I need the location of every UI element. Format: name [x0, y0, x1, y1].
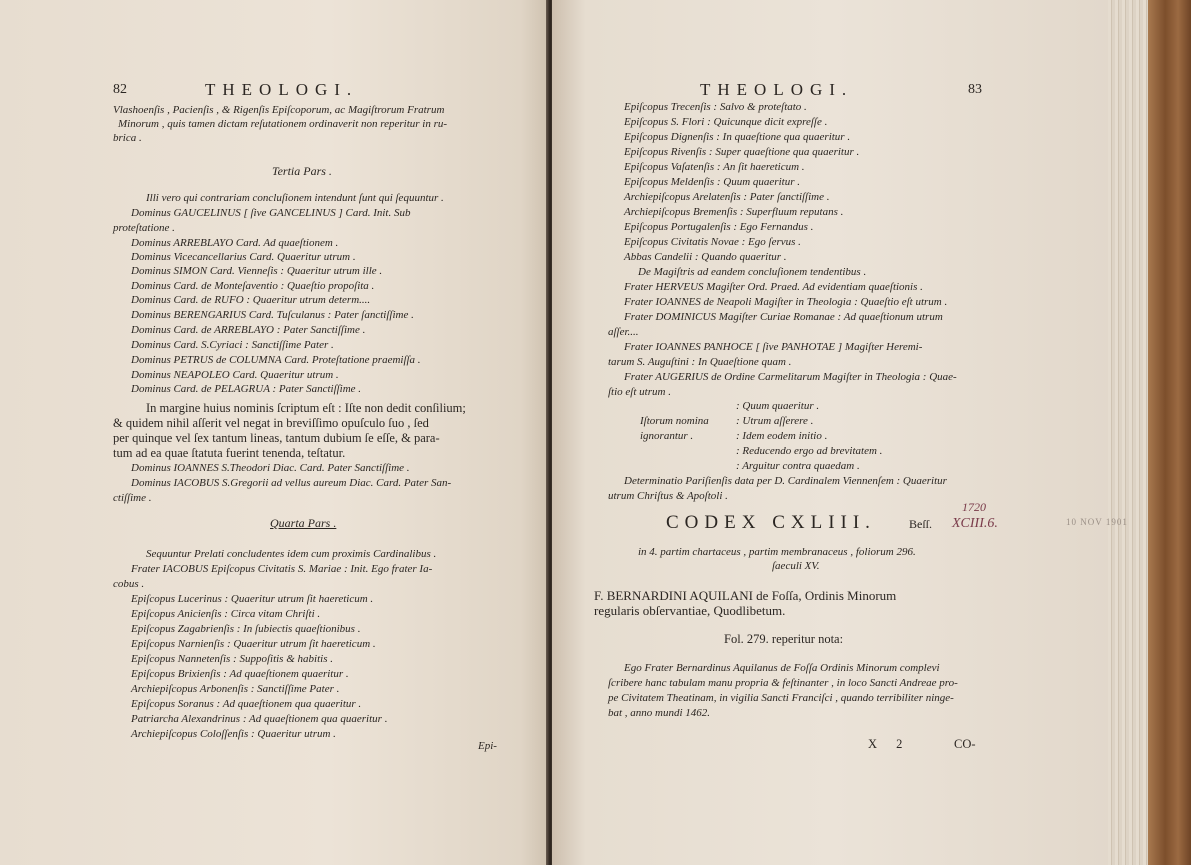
text-line: cobus . [113, 578, 145, 590]
text-line: utrum Chriſtus & Apoſtoli . [608, 490, 728, 502]
text-line: Dominus IOANNES S.Theodori Diac. Card. Pater Sanctiſſime . [131, 462, 410, 474]
text-line: Dominus IACOBUS S.Gregorii ad vellus aureum Diac. Card. Pater San- [131, 477, 452, 489]
text-line: ſcribere hanc tabulam manu propria & feſtinanter , in loco Sancti Andreae pro- [608, 677, 958, 689]
text-line: : Idem eodem initio . [736, 430, 828, 442]
text-line: Illi vero qui contrariam concluſionem intendunt ſunt qui ſequuntur . [146, 192, 444, 204]
text-line: Dominus NEAPOLEO Card. Quaeritur utrum . [131, 369, 339, 381]
codex-title: CODEX CXLIII. [666, 512, 876, 533]
handwritten-year: 1720 [962, 500, 986, 514]
text-line: tum ad ea quae ſtatuta fuerint tenenda, teſtatur. [113, 446, 346, 460]
text-line: Ego Frater Bernardinus Aquilanus de Foſſa Ordinis Minorum complevi [624, 662, 940, 674]
text-line: Dominus PETRUS de COLUMNA Card. Proteſtatione praemiſſa . [131, 354, 421, 366]
text-line: Epiſcopus Anicienſis : Circa vitam Chriſti . [131, 608, 321, 620]
text-line: Epiſcopus Brixienſis : Ad quaeſtionem quaeritur . [131, 668, 349, 680]
text-line: Minorum , quis tamen dictam reſutationem ordinaverit non reperitur in ru- [118, 118, 448, 130]
text-line: : Quum quaeritur . [736, 400, 820, 412]
handwritten-reference: XCIII.6. [952, 516, 998, 531]
left-page [0, 0, 548, 865]
text-line: tarum S. Auguſtini : In Quaeſtione quam . [608, 356, 792, 368]
text-line: ſaeculi XV. [772, 560, 820, 572]
text-line: Archiepiſcopus Arelatenſis : Pater ſanctiſſime . [624, 191, 830, 203]
text-line: ignorantur . [640, 430, 694, 442]
text-line: Epiſcopus Meldenſis : Quum quaeritur . [624, 176, 800, 188]
catchword: CO- [954, 737, 976, 751]
text-line: : Reducendo ergo ad brevitatem . [736, 445, 883, 457]
text-line: Sequuntur Prelati concludentes idem cum proximis Cardinalibus . [146, 548, 437, 560]
text-line: Dominus SIMON Card. Vienneſis : Quaeritur utrum ille . [131, 265, 383, 277]
text-line: Epiſcopus Portugalenſis : Ego Fernandus . [624, 221, 814, 233]
catchword: Epi- [478, 740, 497, 752]
text-line: Iſtorum nomina [640, 415, 709, 427]
text-line: Abbas Candelii : Quando quaeritur . [624, 251, 787, 263]
text-line: Epiſcopus Narnienſis : Quaeritur utrum ſit haereticum . [131, 638, 376, 650]
text-line: Frater IOANNES PANHOCE [ ſive PANHOTAE ] Magiſter Heremi- [624, 341, 923, 353]
text-line: Vlashoenſis , Pacienſis , & Rigenſis Epiſcoporum, ac Magiſtrorum Fratrum [113, 104, 445, 116]
text-line: Frater AUGERIUS de Ordine Carmelitarum Magiſter in Theologia : Quae- [624, 371, 957, 383]
text-line: : Utrum aſſerere . [736, 415, 814, 427]
text-line: brica . [113, 132, 142, 144]
text-line: ctiſſime . [113, 492, 152, 504]
text-line: Dominus Card. de RUFO : Quaeritur utrum determ.... [131, 294, 371, 306]
text-line: In margine huius nominis ſcriptum eſt : Iſte non dedit conſilium; [146, 401, 466, 415]
text-line: pe Civitatem Theatinam, in vigilia Sancti Franciſci , quando terribiliter ninge- [608, 692, 954, 704]
text-line: in 4. partim chartaceus , partim membranaceus , foliorum 296. [638, 546, 916, 558]
section-heading: Tertia Pars . [272, 164, 332, 178]
text-line: Patriarcha Alexandrinus : Ad quaeſtionem qua quaeritur . [131, 713, 388, 725]
text-line: Frater IOANNES de Neapoli Magiſter in Theologia : Quaeſtio eſt utrum . [624, 296, 948, 308]
page-number: 82 [113, 82, 127, 97]
text-line: Dominus Card. S.Cyriaci : Sanctiſſime Pater . [131, 339, 334, 351]
text-line: Dominus Card. de PELAGRUA : Pater Sanctiſſime . [131, 383, 362, 395]
text-line: Epiſcopus Dignenſis : In quaeſtione qua quaeritur . [624, 131, 851, 143]
text-line: ſtio eſt utrum . [608, 386, 671, 398]
running-head: THEOLOGI. [205, 80, 359, 99]
text-line: Fol. 279. reperitur nota: [724, 632, 844, 646]
page-edges [1108, 0, 1150, 865]
text-line: Dominus BERENGARIUS Card. Tuſculanus : Pater ſanctiſſime . [131, 309, 414, 321]
text-line: Epiſcopus Zagabrienſis : In ſubiectis quaeſtionibus . [131, 623, 361, 635]
page-number: 83 [968, 82, 982, 97]
running-head: THEOLOGI. [700, 80, 854, 99]
text-line: Epiſcopus Rivenſis : Super quaeſtione qua quaeritur . [624, 146, 860, 158]
text-line: Frater DOMINICUS Magiſter Curiae Romanae : Ad quaeſtionum utrum [624, 311, 943, 323]
text-line: : Arguitur contra quaedam . [736, 460, 860, 472]
text-line: aſſer.... [608, 326, 639, 338]
book-binding [1148, 0, 1191, 865]
text-line: Epiſcopus Lucerinus : Quaeritur utrum ſit haereticum . [131, 593, 374, 605]
text-line: Epiſcopus Vaſatenſis : An ſit haereticum . [624, 161, 805, 173]
text-line: Epiſcopus S. Flori : Quicunque dicit expreſſe . [624, 116, 828, 128]
text-line: Determinatio Pariſienſis data per D. Cardinalem Viennenſem : Quaeritur [624, 475, 947, 487]
text-line: Archiepiſcopus Bremenſis : Superfluum reputans . [624, 206, 844, 218]
text-line: Epiſcopus Nannetenſis : Suppoſitis & habitis . [131, 653, 333, 665]
text-line: Archiepiſcopus Coloſſenſis : Quaeritur utrum . [131, 728, 336, 740]
text-line: Dominus Card. de Monteſaventio : Quaeſtio propoſita . [131, 280, 375, 292]
text-line: regularis obſervantiae, Quodlibetum. [594, 603, 786, 618]
text-line: Epiſcopus Trecenſis : Salvo & proteſtato . [624, 101, 807, 113]
text-line: Dominus GAUCELINUS [ ſive GANCELINUS ] Card. Init. Sub [131, 207, 411, 219]
right-page [552, 0, 1112, 865]
codex-bess: Beſſ. [909, 517, 932, 531]
text-line: Dominus ARREBLAYO Card. Ad quaeſtionem . [131, 237, 339, 249]
text-line: Dominus Vicecancellarius Card. Quaeritur utrum . [131, 251, 356, 263]
text-line: Archiepiſcopus Arbonenſis : Sanctiſſime Pater . [131, 683, 340, 695]
text-line: & quidem nihil aſſerit vel negat in breviſſimo opuſculo ſuo , ſed [113, 416, 429, 430]
section-heading: Quarta Pars . [270, 516, 337, 530]
text-line: Dominus Card. de ARREBLAYO : Pater Sanctiſſime . [131, 324, 366, 336]
text-line: Epiſcopus Soranus : Ad quaeſtionem qua quaeritur . [131, 698, 362, 710]
edge-stamp: 10 NOV 1901 [1066, 517, 1128, 527]
text-line: proteſtatione . [113, 222, 175, 234]
text-line: F. BERNARDINI AQUILANI de Foſſa, Ordinis Minorum [594, 588, 897, 603]
text-line: per quinque vel ſex tantum lineas, tantum dubium ſe eſſe, & para- [113, 431, 440, 445]
text-line: Frater IACOBUS Epiſcopus Civitatis S. Mariae : Init. Ego frater Ia- [131, 563, 433, 575]
text-line: bat , anno mundi 1462. [608, 707, 711, 719]
text-line: Frater HERVEUS Magiſter Ord. Praed. Ad evidentiam quaeſtionis . [624, 281, 923, 293]
signature-mark: X 2 [868, 737, 911, 751]
text-line: Epiſcopus Civitatis Novae : Ego ſervus . [624, 236, 801, 248]
text-line: De Magiſtris ad eandem concluſionem tendentibus . [638, 266, 867, 278]
